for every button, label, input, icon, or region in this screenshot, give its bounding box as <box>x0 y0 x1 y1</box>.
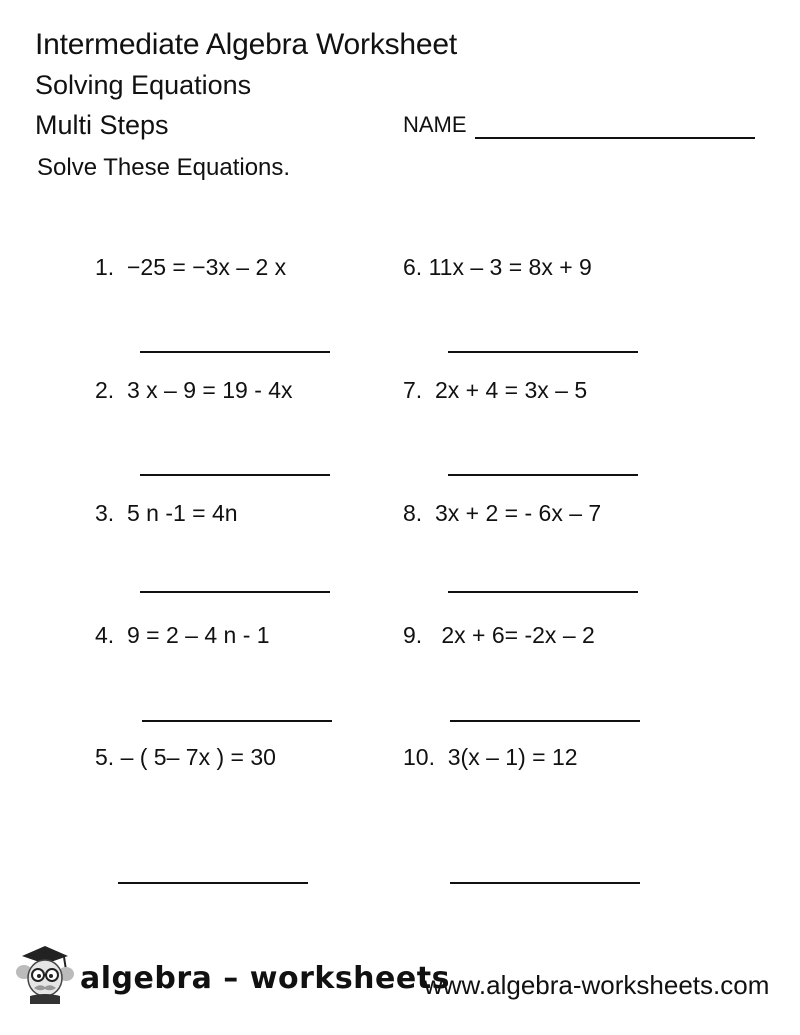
problem-9 <box>403 622 595 649</box>
answer-line-10[interactable] <box>450 882 640 884</box>
problem-equation: 3(x – 1) = 12 <box>447 744 578 770</box>
worksheet-title: Intermediate Algebra Worksheet <box>35 28 458 61</box>
answer-line-4[interactable] <box>142 720 332 722</box>
problem-number: 6. <box>403 254 423 280</box>
problem-equation: −25 = −3x – 2 x <box>126 254 287 280</box>
problem-1 <box>95 254 286 281</box>
name-label: NAME <box>403 112 467 137</box>
problem-5 <box>95 744 276 771</box>
problem-number: 5. <box>95 744 115 770</box>
problem-number: 4. <box>95 622 115 648</box>
answer-line-6[interactable] <box>448 351 638 353</box>
website-url[interactable]: www.algebra-worksheets.com <box>424 970 770 1000</box>
instructions: Solve These Equations. <box>37 154 291 181</box>
problem-4 <box>95 622 270 649</box>
problem-equation: 11x – 3 = 8x + 9 <box>428 254 592 280</box>
problem-equation: – ( 5– 7x ) = 30 <box>120 744 276 770</box>
problem-number: 2. <box>95 377 115 403</box>
problem-10 <box>403 744 578 771</box>
answer-line-5[interactable] <box>118 882 308 884</box>
problem-equation: 3 x – 9 = 19 - 4x <box>126 377 293 403</box>
problem-equation: 2x + 6= -2x – 2 <box>441 622 595 648</box>
problem-number: 10. <box>403 744 435 770</box>
problem-equation: 3x + 2 = - 6x – 7 <box>434 500 602 526</box>
answer-line-2[interactable] <box>140 474 330 476</box>
problem-7 <box>403 377 587 404</box>
worksheet-subtitle: Solving Equations <box>35 70 252 100</box>
answer-line-8[interactable] <box>448 591 638 593</box>
problem-equation: 5 n -1 = 4n <box>126 500 238 526</box>
brand-logo-text: algebra – worksheets <box>80 961 450 996</box>
problem-number: 1. <box>95 254 115 280</box>
problem-number: 9. <box>403 622 423 648</box>
problem-8 <box>403 500 601 527</box>
problem-number: 8. <box>403 500 423 526</box>
answer-line-9[interactable] <box>450 720 640 722</box>
worksheet-topic: Multi Steps <box>35 110 169 140</box>
problem-number: 7. <box>403 377 423 403</box>
answer-line-7[interactable] <box>448 474 638 476</box>
name-line[interactable] <box>475 137 755 139</box>
problem-3 <box>95 500 238 527</box>
answer-line-1[interactable] <box>140 351 330 353</box>
problem-number: 3. <box>95 500 115 526</box>
problem-6 <box>403 254 592 281</box>
professor-mascot-icon <box>14 942 76 1004</box>
problem-2 <box>95 377 293 404</box>
problem-equation: 2x + 4 = 3x – 5 <box>434 377 588 403</box>
problem-equation: 9 = 2 – 4 n - 1 <box>126 622 270 648</box>
answer-line-3[interactable] <box>140 591 330 593</box>
